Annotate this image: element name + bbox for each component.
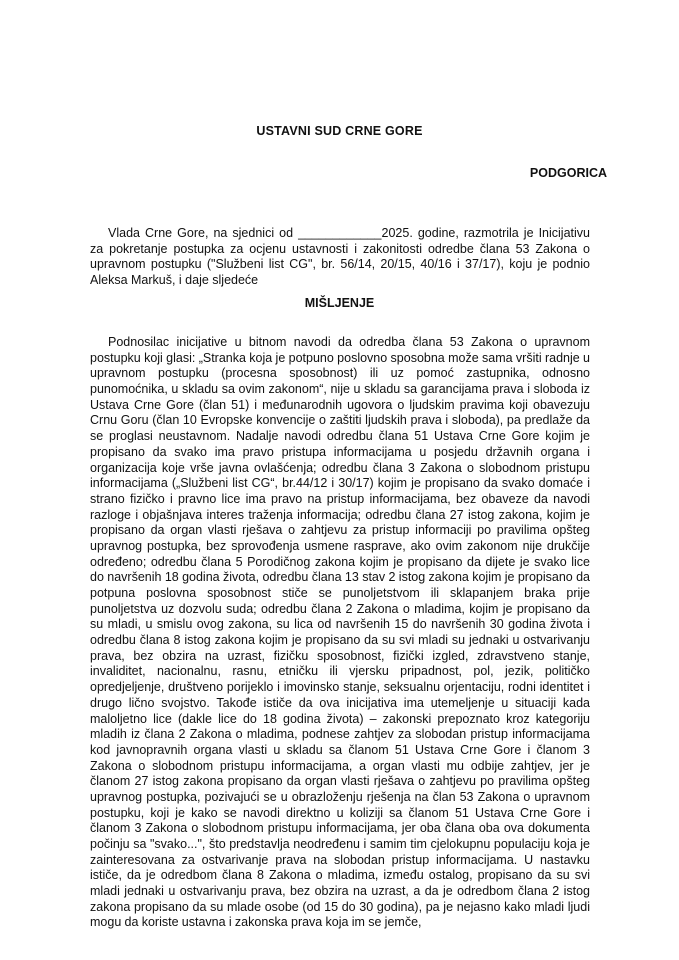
body-paragraph: Podnosilac inicijative u bitnom navodi da odredba člana 53 Zakona o upravnom postupku koji glasi: „Stranka koja je potpuno poslovno sposobna može sama vršiti radnje u upravnom postupku (procesna sposobnost) ili uz pomoć zastupnika, odnosno punomoćnika, u skladu sa ovim zakonom“, nije u skladu sa garancijama prava i sloboda iz Ustava Crne Gore (član 51) i međunarodnih ugovora o ljudskim pravima koji obavezuju Crnu Goru (član 10 Evropske konvencije o zaštiti ljudskih prava i sloboda), pa predlaže da se proglasi neustavnom. Nadalje navodi odredbu člana 51 Ustava Crne Gore kojim je propisano da svako ima pravo pristupa informacijama u posjedu državnih organa i organizacija koje vrše javna ovlašćenja; odredbu člana 3 Zakona o slobodnom pristupu informacijama („Službeni list CG“, br.44/12 i 30/17) kojim je propisano da svako domaće i strano fizičko i pravno lice ima pravo na pristup informacijama, bez obaveze da navodi razloge i objašnjava interes traženja informacija; odredbu člana 27 istog zakona, kojim je propisano da organ vlasti rješava o zahtjevu za pristup informaciji po pravilima opšteg upravnog postupka, bez sprovođenja usmene rasprave, ako ovim zakonom nije drukčije određeno; odredbu člana 5 Porodičnog zakona kojim je propisano da dijete je svako lice do navršenih 18 godina života, odredbu člana 13 stav 2 istog zakona kojim je propisano da potpuna poslovna sposobnost stiče se punoljetstvom ili sklapanjem braka prije punoljetstva uz dozvolu suda; odredbu člana 2 Zakona o mladima, kojim je propisano da su mladi, u smislu ovog zakona, su lica od navršenih 15 do navršenih 30 godina života i odredbu člana 8 istog zakona kojim je propisano da su svi mladi su jednaki u ostvarivanju prava, bez obzira na uzrast, fizičku sposobnost, fizički izgled, zdravstveno stanje, invaliditet, nacionalnu, rasnu, etničku ili vjersku pripadnost, pol, jezik, političko opredjeljenje, društveno porijeklo i imovinsko stanje, seksualnu orjentaciju, rodni identitet i drugo lično svojstvo. Takođe ističe da ova inicijativa ima utemeljenje u situaciji kada maloljetno lice (dakle lice do 18 godina života) – zakonski prepoznato kroz kategoriju mladih iz člana 2 Zakona o mladima, podnese zahtjev za slobodan pristup informacijama kod javnopravnih organa vlasti u skladu sa članom 51 Ustava Crne Gore i članom 3 Zakona o slobodnom pristupu informacijama, a organ vlasti mu odbije zahtjev, jer je članom 27 istog zakona propisano da organ vlasti rješava o zahtjevu po pravilima opšteg upravnog postupka, pozivajući se u obrazloženju rješenja na član 53 Zakona o upravnom postupku, koji je kako se navodi direktno u koliziji sa članom 51 Ustava Crne Gore i članom 3 Zakona o slobodnom pristupu informacijama, jer oba člana oba ova dokumenta počinju sa "svako...", što predstavlja neodređenu i samim tim cjelokupnu populaciju koja je zainteresovana za ostvarivanje prava na slobodan pristup informacijama. U nastavku ističe, da je odredbom člana 8 Zakona o mladima, između ostalog, propisano da su svi mladi jednaki u ostvarivanju prava, bez obzira na uzrast, a da je odredbom člana 2 istog zakona propisano da su mlade osobe (od 15 do 30 godina), pa je nejasno kako mladi ljudi mogu da koriste ustavna i zakonska prava koja im se jemče,	[90, 335, 590, 930]
intro-paragraph: Vlada Crne Gore, na sjednici od ____________2025. godine, razmotrila je Inicijativu za pokretanje postupka za ocjenu ustavnosti i zakonitosti odredbe člana 53 Zakona o upravnom postupku ("Službeni list CG", br. 56/14, 20/15, 40/16 i 37/17), koju je podnio Aleksa Markuš, i daje sljedeće	[90, 226, 590, 287]
city-name: PODGORICA	[529, 166, 607, 180]
court-name: USTAVNI SUD CRNE GORE	[256, 124, 423, 138]
document-heading: MIŠLJENJE	[304, 296, 375, 310]
